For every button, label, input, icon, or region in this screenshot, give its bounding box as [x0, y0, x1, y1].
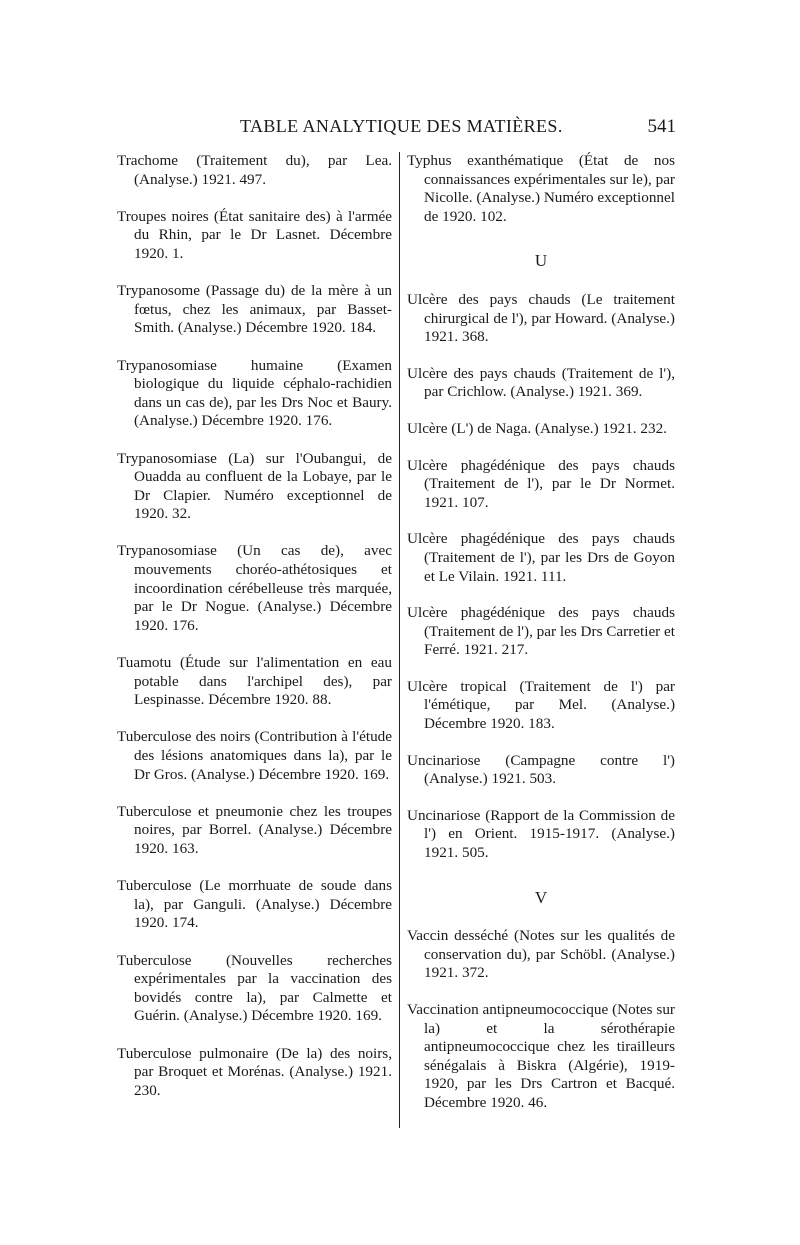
index-entry: Ulcère phagédénique des pays chauds (Traitement de l'), par le Dr Normet. 1921. 107.: [407, 456, 675, 511]
index-entry: Troupes noires (État sanitaire des) à l'armée du Rhin, par le Dr Lasnet. Décembre 1920. 1.: [117, 207, 392, 262]
index-entry: Uncinariose (Campagne contre l') (Analyse.) 1921. 503.: [407, 751, 675, 788]
index-entry: Trypanosomiase (Un cas de), avec mouvements choréo-athétosiques et incoordination cérébelleuse très marquée, par le Dr Nogue. (Analyse.) Décembre 1920. 176.: [117, 542, 392, 634]
page-number: 541: [647, 116, 676, 137]
left-column: [117, 152, 392, 1119]
section-heading-u: U: [534, 251, 548, 271]
index-entry: Tuamotu (Étude sur l'alimentation en eau potable dans l'archipel des), par Lespinasse. Décembre 1920. 88.: [117, 654, 392, 709]
index-entry: Uncinariose (Rapport de la Commission de l') en Orient. 1915-1917. (Analyse.) 1921. 505.: [407, 806, 675, 862]
index-entry: Vaccin desséché (Notes sur les qualités de conservation du), par Schöbl. (Analyse.) 1921. 372.: [407, 927, 675, 982]
index-entry: Tuberculose des noirs (Contribution à l'étude des lésions anatomiques dans la), par le Dr Gros. (Analyse.) Décembre 1920. 169.: [117, 728, 392, 783]
index-entry: Ulcère tropical (Traitement de l') par l'émétique, par Mel. (Analyse.) Décembre 1920. 183.: [407, 677, 675, 733]
index-entry: Tuberculose (Nouvelles recherches expérimentales par la vaccination des bovidés contre la), par Calmette et Guérin. (Analyse.) Décembre 1920. 169.: [117, 951, 392, 1025]
index-entry: Ulcère phagédénique des pays chauds (Traitement de l'), par les Drs Carretier et Ferré. 1921. 217.: [407, 604, 675, 659]
index-entry: Tuberculose et pneumonie chez les troupes noires, par Borrel. (Analyse.) Décembre 1920. 163.: [117, 802, 392, 857]
index-entry: Tuberculose pulmonaire (De la) des noirs, par Broquet et Morénas. (Analyse.) 1921. 230.: [117, 1044, 392, 1099]
index-entry: Typhus exanthématique (État de nos connaissances expérimentales sur le), par Nicolle. (Analyse.) Numéro exceptionnel de 1920. 102.: [407, 152, 675, 225]
index-entry: Trypanosomiase (La) sur l'Oubangui, de Ouadda au confluent de la Lobaye, par le Dr Clapier. Numéro exceptionnel de 1920. 32.: [117, 449, 392, 523]
index-entry: Ulcère des pays chauds (Traitement de l'), par Crichlow. (Analyse.) 1921. 369.: [407, 364, 675, 401]
index-entry: Ulcère phagédénique des pays chauds (Traitement de l'), par les Drs de Goyon et Le Vilain. 1921. 111.: [407, 530, 675, 585]
running-title: TABLE ANALYTIQUE DES MATIÈRES.: [240, 116, 563, 136]
index-entry: Trachome (Traitement du), par Lea. (Analyse.) 1921. 497.: [117, 152, 392, 188]
right-column: [407, 152, 675, 1131]
index-entry: Ulcère des pays chauds (Le traitement chirurgical de l'), par Howard. (Analyse.) 1921. 368.: [407, 290, 675, 346]
section-heading-v: V: [534, 887, 548, 907]
page-header: [116, 116, 676, 150]
index-entry: Ulcère (L') de Naga. (Analyse.) 1921. 232.: [407, 419, 667, 437]
index-entry: Trypanosomiase humaine (Examen biologique du liquide céphalo-rachidien dans un cas de), par les Drs Noc et Baury. (Analyse.) Décembre 1920. 176.: [117, 356, 392, 430]
index-entry: Trypanosome (Passage du) de la mère à un fœtus, chez les animaux, par Basset-Smith. (Analyse.) Décembre 1920. 184.: [117, 282, 392, 337]
index-entry: Vaccination antipneumococcique (Notes sur la) et la sérothérapie antipneumococcique chez les tirailleurs sénégalais à Biskra (Algérie), 1919-1920, par les Drs Cartron et Bacqué. Décembre 1920. 46.: [407, 1001, 675, 1111]
index-entry: Tuberculose (Le morrhuate de soude dans la), par Ganguli. (Analyse.) Décembre 1920. 174.: [117, 877, 392, 932]
column-divider: [399, 152, 400, 1128]
